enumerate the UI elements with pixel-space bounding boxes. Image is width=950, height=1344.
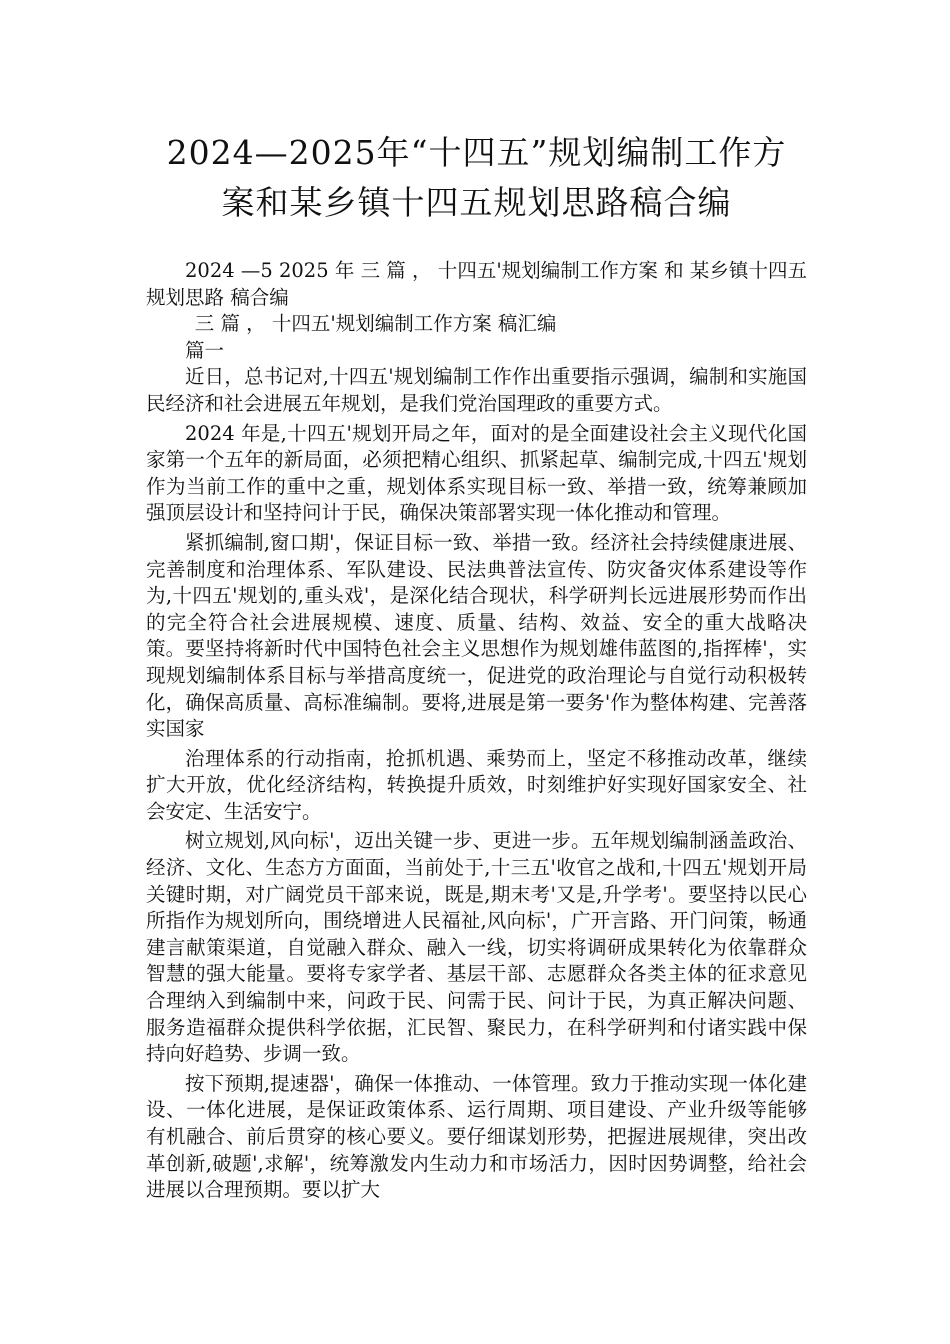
title-line-2: 案和某乡镇十四五规划思路稿合编 [221, 183, 732, 222]
body-paragraph: 治理体系的行动指南，抢抓机遇、乘势而上，坚定不移推动改革，继续扩大开放，优化经济结构，转换提升质效，时刻维护好实现好国家安全、社会安定、生活安宁。 [146, 746, 807, 823]
subtitle-paragraph: 2024 —5 2025 年 三 篇 ， 十四五'规划编制工作方案 和 某乡镇十四五规划思路 稿合编 [146, 259, 807, 309]
document-body [146, 258, 807, 1204]
body-paragraph: 按下预期,提速器'，确保一体推动、一体管理。致力于推动实现一体化建设、一体化进展，是保证政策体系、运行周期、项目建设、产业升级等能够有机融合、前后贯穿的核心要义。要仔细谋划形势，把握进展规律，突出改革创新,破题',求解'，统筹激发内生动力和市场活力，因时因势调整，给社会进展以合理预期。要以扩大 [146, 1071, 807, 1202]
document-title [146, 128, 807, 228]
body-paragraph: 树立规划,风向标'，迈出关键一步、更进一步。五年规划编制涵盖政治、经济、文化、生态方方面面，当前处于,十三五'收官之战和,十四五'规划开局关键时期，对广阔党员干部来说，既是,期末考'又是,升学考'。要坚持以民心所指作为规划所向，围绕增进人民福祉,风向标'，广开言路、开门问策，畅通建言献策渠道，自觉融入群众、融入一线，切实将调研成果转化为依靠群众智慧的强大能量。要将专家学者、基层干部、志愿群众各类主体的征求意见合理纳入到编制中来，问政于民、问需于民、问计于民，为真正解决问题、服务造福群众提供科学依据，汇民智、聚民力，在科学研判和付诸实践中保持向好趋势、步调一致。 [146, 829, 807, 1066]
title-line-1: 2024—2025年“十四五”规划编制工作方 [166, 133, 787, 172]
collection-heading: 三 篇 ， 十四五'规划编制工作方案 稿汇编 [194, 312, 557, 336]
body-paragraph: 近日，总书记对,十四五'规划编制工作作出重要指示强调，编制和实施国民经济和社会进展五年规划，是我们党治国理政的重要方式。 [146, 365, 807, 415]
section-heading: 篇一 [185, 338, 225, 362]
body-paragraph: 2024 年是,十四五'规划开局之年，面对的是全面建设社会主义现代化国家第一个五年的新局面，必须把精心组织、抓紧起草、编制完成,十四五'规划作为当前工作的重中之重，规划体系实现目标一致、举措一致，统筹兼顾加强顶层设计和坚持问计于民，确保决策部署实现一体化推动和管理。 [146, 421, 807, 525]
body-paragraph: 紧抓编制,窗口期'，保证目标一致、举措一致。经济社会持续健康进展、完善制度和治理体系、军队建设、民法典普法宣传、防灾备灾体系建设等作为,十四五'规划的,重头戏'，是深化结合现状，科学研判长远进展形势而作出的完全符合社会进展规模、速度、质量、结构、效益、安全的重大战略决策。要坚持将新时代中国特色社会主义思想作为规划雄伟蓝图的,指挥棒'，实现规划编制体系目标与举措高度统一，促进党的政治理论与自觉行动积极转化，确保高质量、高标准编制。要将,进展是第一要务'作为整体构建、完善落实国家 [146, 530, 807, 741]
